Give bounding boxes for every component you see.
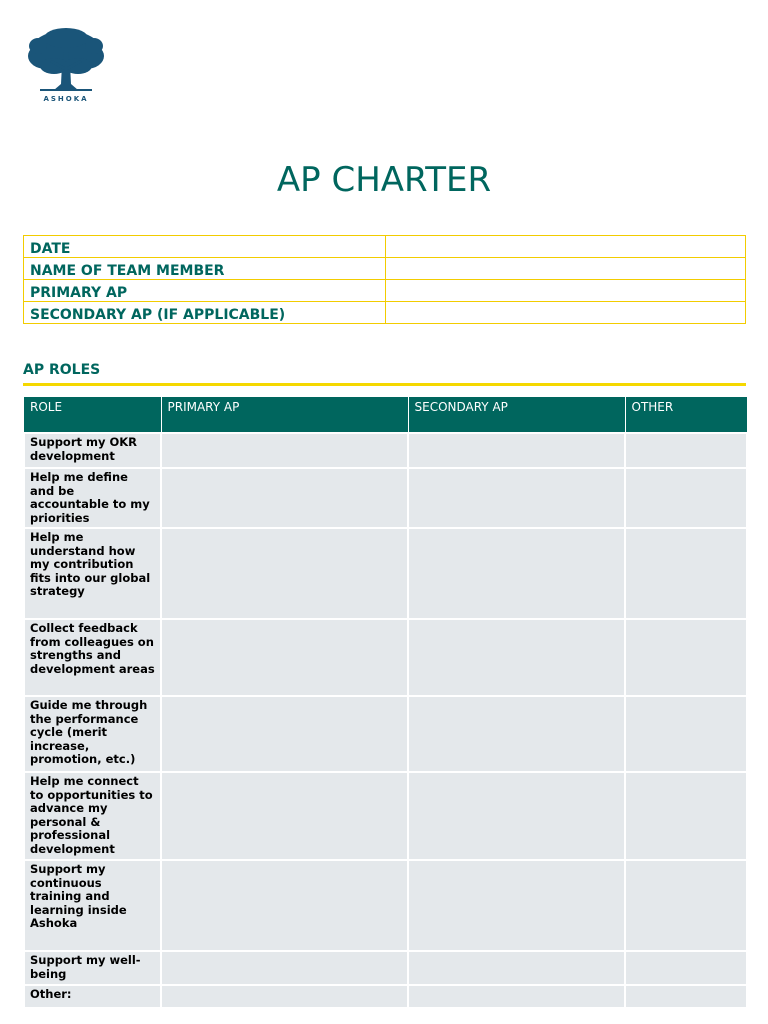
primary-ap-cell[interactable] [161, 433, 408, 468]
secondary-ap-cell[interactable] [408, 619, 625, 696]
other-cell[interactable] [625, 951, 747, 985]
column-header-secondary-ap: SECONDARY AP [408, 397, 625, 433]
primary-ap-field[interactable] [386, 280, 746, 302]
other-cell[interactable] [625, 433, 747, 468]
roles-divider [23, 383, 746, 386]
info-row-secondary-ap [24, 302, 746, 324]
secondary-ap-cell[interactable] [408, 985, 625, 1008]
secondary-ap-field[interactable] [386, 302, 746, 324]
secondary-ap-cell[interactable] [408, 772, 625, 860]
table-row [24, 985, 747, 1008]
role-label: Collect feedback from colleagues on strengths and development areas [24, 619, 161, 696]
page-title: AP CHARTER [276, 160, 492, 200]
tree-icon [24, 26, 108, 96]
secondary-ap-cell[interactable] [408, 528, 625, 619]
primary-ap-cell[interactable] [161, 772, 408, 860]
info-label: SECONDARY AP (IF APPLICABLE) [24, 302, 386, 324]
table-row [24, 528, 747, 619]
other-cell[interactable] [625, 696, 747, 772]
role-label: Help me connect to opportunities to advance my personal & professional development [24, 772, 161, 860]
primary-ap-cell[interactable] [161, 528, 408, 619]
table-row [24, 772, 747, 860]
secondary-ap-cell[interactable] [408, 951, 625, 985]
primary-ap-cell[interactable] [161, 951, 408, 985]
primary-ap-cell[interactable] [161, 619, 408, 696]
table-row [24, 696, 747, 772]
other-cell[interactable] [625, 619, 747, 696]
logo-text: ASHOKA [43, 95, 89, 103]
other-cell[interactable] [625, 860, 747, 951]
info-label: DATE [24, 236, 386, 258]
table-row [24, 468, 747, 528]
role-label: Support my continuous training and learning inside Ashoka [24, 860, 161, 951]
info-label: NAME OF TEAM MEMBER [24, 258, 386, 280]
secondary-ap-cell[interactable] [408, 696, 625, 772]
secondary-ap-cell[interactable] [408, 860, 625, 951]
other-cell[interactable] [625, 772, 747, 860]
secondary-ap-cell[interactable] [408, 433, 625, 468]
roles-header-row [24, 397, 747, 433]
other-cell[interactable] [625, 528, 747, 619]
info-label: PRIMARY AP [24, 280, 386, 302]
info-row-date [24, 236, 746, 258]
info-row-primary-ap [24, 280, 746, 302]
roles-heading: AP ROLES [23, 362, 101, 378]
role-label: Help me understand how my contribution fits into our global strategy [24, 528, 161, 619]
role-label: Other: [24, 985, 161, 1008]
roles-table [23, 397, 748, 1009]
team-member-name-field[interactable] [386, 258, 746, 280]
role-label: Guide me through the performance cycle (merit increase, promotion, etc.) [24, 696, 161, 772]
primary-ap-cell[interactable] [161, 468, 408, 528]
column-header-primary-ap: PRIMARY AP [161, 397, 408, 433]
table-row [24, 951, 747, 985]
other-cell[interactable] [625, 985, 747, 1008]
role-label: Support my OKR development [24, 433, 161, 468]
primary-ap-cell[interactable] [161, 696, 408, 772]
date-field[interactable] [386, 236, 746, 258]
table-row [24, 619, 747, 696]
primary-ap-cell[interactable] [161, 985, 408, 1008]
role-label: Help me define and be accountable to my priorities [24, 468, 161, 528]
info-row-name [24, 258, 746, 280]
column-header-other: OTHER [625, 397, 747, 433]
table-row [24, 860, 747, 951]
role-label: Support my well-being [24, 951, 161, 985]
table-row [24, 433, 747, 468]
secondary-ap-cell[interactable] [408, 468, 625, 528]
column-header-role: ROLE [24, 397, 161, 433]
info-table [23, 235, 746, 324]
other-cell[interactable] [625, 468, 747, 528]
primary-ap-cell[interactable] [161, 860, 408, 951]
